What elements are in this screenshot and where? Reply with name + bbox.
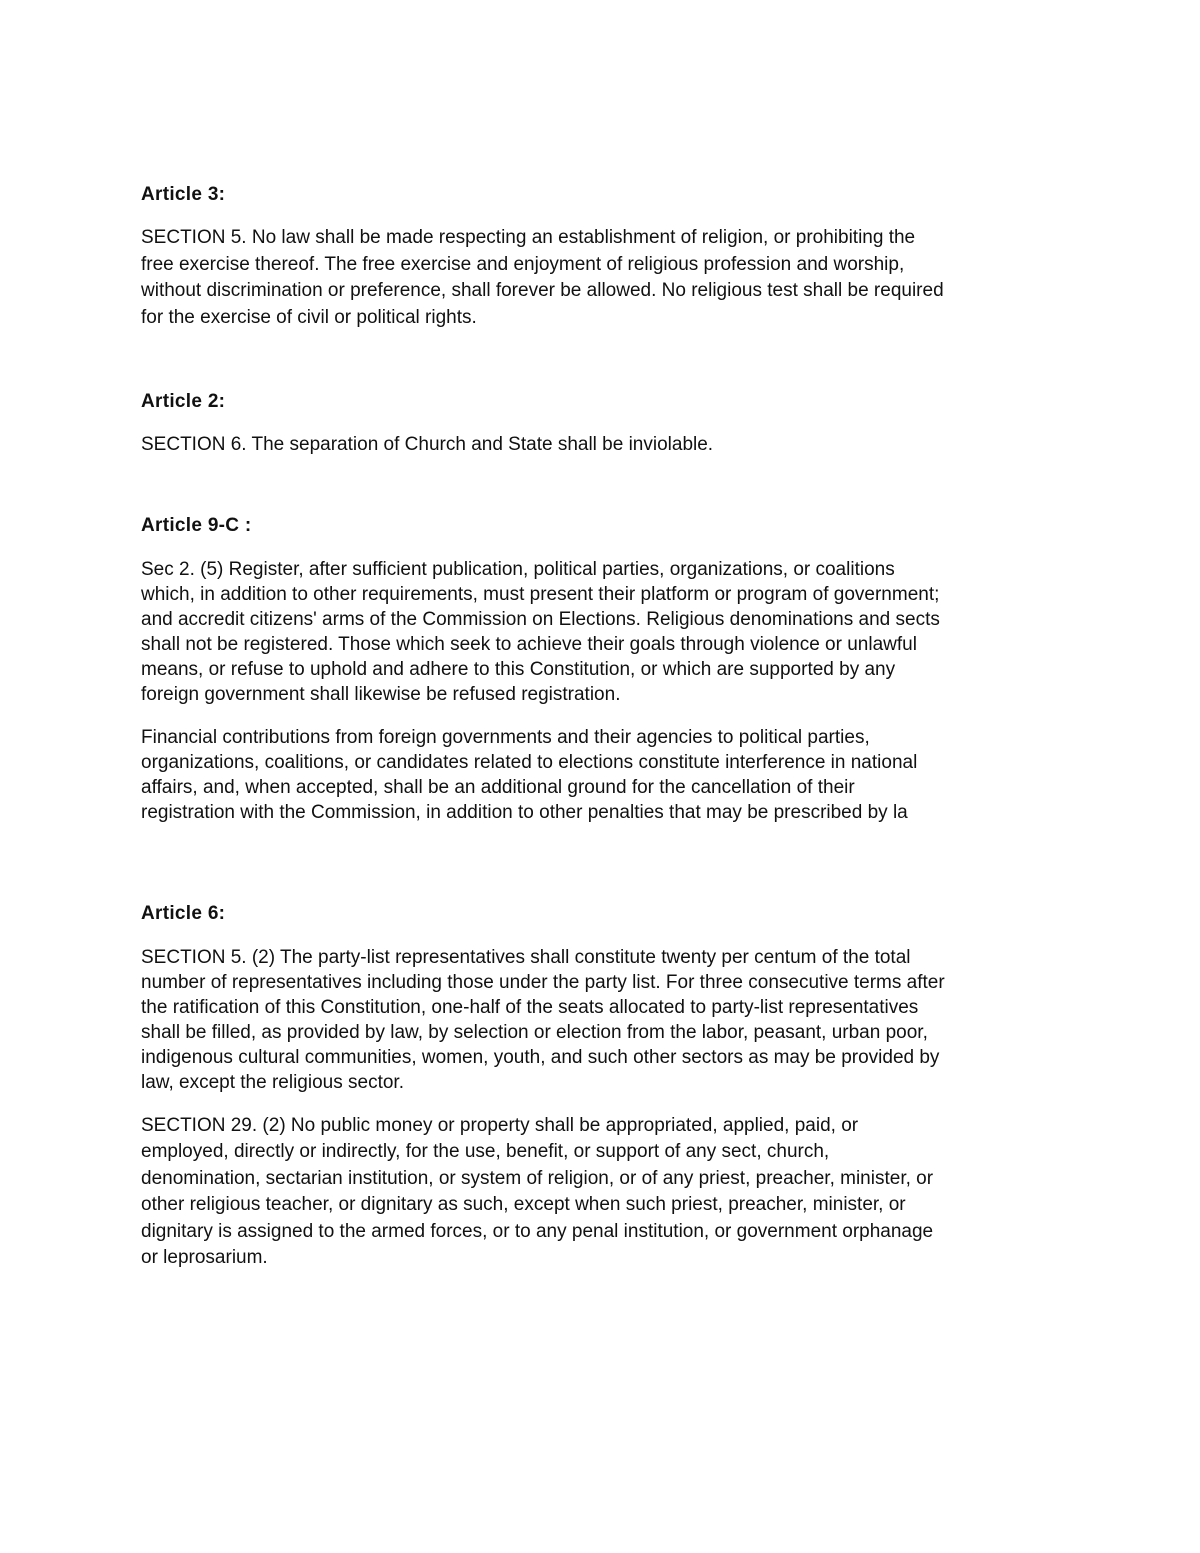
article-2-heading: Article 2: bbox=[141, 391, 226, 412]
article-3-heading: Article 3: bbox=[141, 184, 226, 205]
article-9c-sec-2-5: Sec 2. (5) Register, after sufficient publication, political parties, organizations, or coalitions which, in addition to other requirements, must present their platform or program of government; and accredit citizens' arms of the Commission on Elections. Religious denominations and sects shall not be registered. Those which seek to achieve their goals through violence or unlawful means, or refuse to uphold and adhere to this Constitution, or which are supported by any foreign government shall likewise be refused registration. bbox=[141, 558, 940, 705]
document-page bbox=[141, 182, 1061, 1272]
article-2-section-6: SECTION 6. The separation of Church and State shall be inviolable. bbox=[141, 434, 714, 455]
article-6-section-29-2: SECTION 29. (2) No public money or property shall be appropriated, applied, paid, or employed, directly or indirectly, for the use, benefit, or support of any sect, church, denomination, sectarian institution, or system of religion, or of any priest, preacher, minister, or other religious teacher, or dignitary as such, except when such priest, preacher, minister, or dignitary is assigned to the armed forces, or to any penal institution, or government orphanage or leprosarium. bbox=[141, 1114, 934, 1268]
article-6-section-5-2: SECTION 5. (2) The party-list representatives shall constitute twenty per centum of the total number of representatives including those under the party list. For three consecutive terms after the ratification of this Constitution, one-half of the seats allocated to party-list representatives shall be filled, as provided by law, by selection or election from the labor, peasant, urban poor, indigenous cultural communities, women, youth, and such other sectors as may be provided by law, except the religious sector. bbox=[141, 946, 945, 1093]
article-9c-financial-contributions: Financial contributions from foreign governments and their agencies to political parties, organizations, coalitions, or candidates related to elections constitute interference in national affairs, and, when accepted, shall be an additional ground for the cancellation of their registration with the Commission, in addition to other penalties that may be prescribed by la bbox=[141, 726, 918, 823]
article-6-heading: Article 6: bbox=[141, 902, 226, 924]
article-3-section-5: SECTION 5. No law shall be made respecting an establishment of religion, or prohibiting the free exercise thereof. The free exercise and enjoyment of religious profession and worship, without discrimination or preference, shall forever be allowed. No religious test shall be required for the exercise of civil or political rights. bbox=[141, 227, 944, 328]
article-9c-heading: Article 9-C : bbox=[141, 514, 252, 536]
